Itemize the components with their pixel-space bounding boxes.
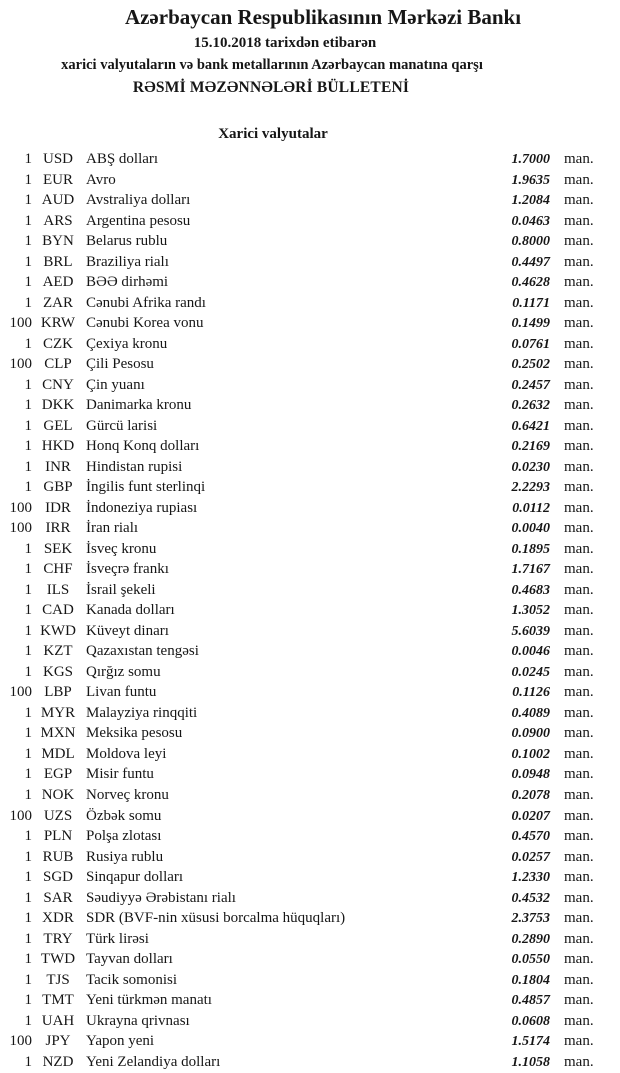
currency-code: GBP <box>43 479 73 496</box>
bank-title: Azərbaycan Respublikasının Mərkəzi Bankı <box>124 5 522 29</box>
quantity-value: 100 <box>9 807 32 824</box>
rate-value: 0.2078 <box>511 787 550 803</box>
currency-name: Yeni türkmən manatı <box>86 992 212 1009</box>
table-row <box>0 806 620 827</box>
rate-value: 1.2084 <box>511 193 550 209</box>
table-row <box>0 375 620 396</box>
table-row <box>0 149 620 170</box>
currency-code: MDL <box>41 745 75 762</box>
currency-code: INR <box>45 458 71 475</box>
quantity-value: 100 <box>9 315 32 332</box>
quantity-value: 1 <box>24 663 32 680</box>
currency-name: Braziliya rialı <box>86 253 169 270</box>
rate-value: 0.1126 <box>512 685 550 701</box>
unit-label: man. <box>564 376 594 393</box>
unit-label: man. <box>564 786 594 803</box>
quantity-value: 1 <box>24 458 32 475</box>
currency-code: PLN <box>43 828 73 845</box>
currency-name: Ukrayna qrivnası <box>86 1012 190 1029</box>
table-row <box>0 416 620 437</box>
currency-name: Yeni Zelandiya dolları <box>86 1053 221 1070</box>
quantity-value: 1 <box>24 951 32 968</box>
unit-label: man. <box>564 828 594 845</box>
currency-name: Argentina pesosu <box>86 212 191 229</box>
table-row <box>0 621 620 642</box>
quantity-value: 1 <box>24 438 32 455</box>
currency-code: TJS <box>46 971 70 988</box>
quantity-value: 1 <box>24 910 32 927</box>
table-row <box>0 949 620 970</box>
rate-value: 0.0040 <box>511 521 550 537</box>
currency-code: CNY <box>42 376 74 393</box>
currency-code: ARS <box>43 212 73 229</box>
rate-value: 1.7000 <box>511 152 550 167</box>
quantity-value: 1 <box>24 848 32 865</box>
table-row <box>0 847 620 868</box>
quantity-value: 1 <box>24 540 32 557</box>
unit-label: man. <box>564 725 594 742</box>
currency-code: MYR <box>40 704 76 721</box>
unit-label: man. <box>564 807 594 824</box>
table-row <box>0 539 620 560</box>
unit-label: man. <box>564 766 594 783</box>
currency-name: Gürcü larisi <box>86 417 158 434</box>
table-row <box>0 744 620 765</box>
rate-value: 0.1499 <box>511 316 550 332</box>
currency-name: Küveyt dinarı <box>86 622 169 639</box>
table-row <box>0 908 620 929</box>
currency-name: Tayvan dolları <box>86 951 173 968</box>
unit-label: man. <box>564 745 594 762</box>
unit-label: man. <box>564 971 594 988</box>
rate-value: 0.4570 <box>511 829 550 845</box>
currency-code: BRL <box>43 253 73 270</box>
subtitle-line: xarici valyutaların və bank metallarının Azərbaycan manatına qarşı <box>61 57 483 73</box>
unit-label: man. <box>564 397 594 414</box>
currency-code: TRY <box>43 930 73 947</box>
rate-value: 0.1804 <box>511 972 550 988</box>
table-row <box>0 436 620 457</box>
rate-value: 0.0463 <box>511 213 550 229</box>
unit-label: man. <box>564 171 594 188</box>
currency-code: CHF <box>43 561 73 578</box>
rate-value: 0.1895 <box>511 541 550 557</box>
unit-label: man. <box>564 869 594 886</box>
unit-label: man. <box>564 663 594 680</box>
unit-label: man. <box>564 274 594 291</box>
currency-name: Polşa zlotası <box>86 828 162 845</box>
rate-value: 0.0257 <box>511 849 550 865</box>
rate-value: 0.2457 <box>511 377 550 393</box>
table-row <box>0 395 620 416</box>
quantity-value: 100 <box>9 520 32 537</box>
currency-code: IDR <box>45 499 71 516</box>
rate-value: 0.4532 <box>511 890 550 906</box>
currency-name: Rusiya rublu <box>86 848 164 865</box>
currency-code: KWD <box>40 622 76 639</box>
rate-value: 0.8000 <box>511 234 550 250</box>
currency-name: İsveçrə frankı <box>86 561 169 578</box>
effective-date-line: 15.10.2018 tarixdən etibarən <box>193 35 377 51</box>
unit-label: man. <box>564 520 594 537</box>
table-row <box>0 723 620 744</box>
rate-value: 0.0608 <box>511 1013 550 1029</box>
quantity-value: 1 <box>24 602 32 619</box>
currency-name: Avstraliya dolları <box>86 192 191 209</box>
unit-label: man. <box>564 581 594 598</box>
unit-label: man. <box>564 151 594 167</box>
currency-code: AED <box>42 274 74 291</box>
table-row <box>0 600 620 621</box>
rate-value: 0.4628 <box>511 275 550 291</box>
currency-name: Qırğız somu <box>86 663 161 680</box>
currency-name: Çili Pesosu <box>86 356 154 373</box>
rate-value: 0.2632 <box>511 398 550 414</box>
rate-value: 1.7167 <box>511 562 550 578</box>
unit-label: man. <box>564 540 594 557</box>
currency-code: ILS <box>46 581 70 598</box>
unit-label: man. <box>564 212 594 229</box>
currency-code: SGD <box>42 869 73 886</box>
table-row <box>0 867 620 888</box>
rate-value: 0.0550 <box>511 952 550 968</box>
table-row <box>0 764 620 785</box>
unit-label: man. <box>564 1053 594 1070</box>
currency-code: GEL <box>43 417 73 434</box>
unit-label: man. <box>564 417 594 434</box>
table-row <box>0 1052 620 1073</box>
unit-label: man. <box>564 910 594 927</box>
currency-name: İran rialı <box>86 520 139 537</box>
table-row <box>0 457 620 478</box>
quantity-value: 1 <box>24 766 32 783</box>
currency-code: JPY <box>45 1033 71 1050</box>
currency-code: AUD <box>41 192 75 209</box>
unit-label: man. <box>564 356 594 373</box>
currency-code: CZK <box>43 335 73 352</box>
table-row <box>0 682 620 703</box>
rates-table <box>0 149 620 1072</box>
rate-value: 0.2502 <box>511 357 550 373</box>
currency-name: BƏƏ dirhəmi <box>86 274 169 291</box>
unit-label: man. <box>564 479 594 496</box>
currency-name: Kanada dolları <box>86 602 175 619</box>
currency-code: RUB <box>42 848 74 865</box>
unit-label: man. <box>564 622 594 639</box>
currency-code: NZD <box>42 1053 74 1070</box>
quantity-value: 1 <box>24 643 32 660</box>
table-row <box>0 498 620 519</box>
rate-value: 2.2293 <box>511 480 550 496</box>
table-row <box>0 990 620 1011</box>
currency-code: IRR <box>45 520 71 537</box>
currency-code: CAD <box>42 602 74 619</box>
unit-label: man. <box>564 684 594 701</box>
table-row <box>0 826 620 847</box>
table-row <box>0 190 620 211</box>
rate-value: 0.4857 <box>511 993 550 1009</box>
quantity-value: 1 <box>24 992 32 1009</box>
currency-name: Honq Konq dolları <box>86 438 200 455</box>
unit-label: man. <box>564 294 594 311</box>
currency-code: CLP <box>44 356 72 373</box>
rate-value: 1.5174 <box>511 1034 550 1050</box>
currency-code: SEK <box>43 540 73 557</box>
currency-name: Çexiya kronu <box>86 335 168 352</box>
currency-code: UAH <box>41 1012 75 1029</box>
currency-code: TWD <box>40 951 76 968</box>
currency-name: İndoneziya rupiası <box>86 499 198 516</box>
currency-code: KGS <box>42 663 73 680</box>
currency-name: Livan funtu <box>86 684 157 701</box>
currency-code: USD <box>42 151 73 167</box>
currency-code: KZT <box>43 643 73 660</box>
unit-label: man. <box>564 889 594 906</box>
rate-value: 0.0900 <box>511 726 550 742</box>
table-row <box>0 929 620 950</box>
table-row <box>0 970 620 991</box>
currency-name: Yapon yeni <box>86 1033 155 1050</box>
table-row <box>0 518 620 539</box>
unit-label: man. <box>564 315 594 332</box>
rate-value: 0.1171 <box>512 295 550 311</box>
rate-value: 0.2169 <box>511 439 550 455</box>
table-row <box>0 703 620 724</box>
quantity-value: 1 <box>24 274 32 291</box>
unit-label: man. <box>564 602 594 619</box>
rate-value: 0.1002 <box>511 746 550 762</box>
rate-value: 0.0230 <box>511 459 550 475</box>
rate-value: 0.0112 <box>512 500 550 516</box>
quantity-value: 1 <box>24 233 32 250</box>
currency-code: XDR <box>42 910 74 927</box>
quantity-value: 100 <box>9 499 32 516</box>
rate-value: 0.4089 <box>511 705 550 721</box>
currency-name: Özbək somu <box>86 807 162 824</box>
currency-code: MXN <box>40 725 76 742</box>
table-row <box>0 580 620 601</box>
quantity-value: 1 <box>24 294 32 311</box>
currency-code: HKD <box>41 438 75 455</box>
currency-name: Səudiyyə Ərəbistanı rialı <box>86 889 236 906</box>
currency-name: Qazaxıstan tengəsi <box>86 643 199 660</box>
table-row <box>0 272 620 293</box>
unit-label: man. <box>564 930 594 947</box>
currency-name: Moldova leyi <box>86 745 167 762</box>
rate-value: 2.3753 <box>511 911 550 927</box>
unit-label: man. <box>564 704 594 721</box>
unit-label: man. <box>564 458 594 475</box>
currency-name: Cənubi Korea vonu <box>86 315 204 332</box>
currency-name: Avro <box>86 171 116 188</box>
quantity-value: 1 <box>24 479 32 496</box>
currency-code: BYN <box>42 233 74 250</box>
quantity-value: 1 <box>24 397 32 414</box>
table-row <box>0 354 620 375</box>
currency-name: Tacik somonisi <box>86 971 178 988</box>
quantity-value: 1 <box>24 786 32 803</box>
quantity-value: 1 <box>24 192 32 209</box>
quantity-value: 1 <box>24 335 32 352</box>
rate-value: 5.6039 <box>511 623 550 639</box>
currency-code: NOK <box>41 786 75 803</box>
table-row <box>0 334 620 355</box>
currency-code: SAR <box>43 889 73 906</box>
unit-label: man. <box>564 992 594 1009</box>
currency-code: TMT <box>42 992 74 1009</box>
table-row <box>0 252 620 273</box>
quantity-value: 1 <box>24 1012 32 1029</box>
rate-value: 0.4497 <box>511 254 550 270</box>
unit-label: man. <box>564 499 594 516</box>
rate-value: 0.4683 <box>511 582 550 598</box>
currency-name: Hindistan rupisi <box>86 458 183 475</box>
table-row <box>0 477 620 498</box>
unit-label: man. <box>564 233 594 250</box>
currency-code: EGP <box>43 766 73 783</box>
unit-label: man. <box>564 253 594 270</box>
currency-name: Danimarka kronu <box>86 397 192 414</box>
currency-name: İsveç kronu <box>86 540 157 557</box>
unit-label: man. <box>564 848 594 865</box>
quantity-value: 1 <box>24 745 32 762</box>
currency-name: ABŞ dolları <box>86 151 159 167</box>
table-row <box>0 313 620 334</box>
quantity-value: 1 <box>24 725 32 742</box>
quantity-value: 1 <box>24 971 32 988</box>
currency-name: İsrail şekeli <box>86 581 156 598</box>
quantity-value: 1 <box>24 622 32 639</box>
unit-label: man. <box>564 643 594 660</box>
unit-label: man. <box>564 335 594 352</box>
rate-value: 0.0948 <box>511 767 550 783</box>
quantity-value: 1 <box>24 561 32 578</box>
currency-name: Meksika pesosu <box>86 725 183 742</box>
rate-value: 1.2330 <box>511 870 550 886</box>
rate-value: 1.1058 <box>511 1054 550 1070</box>
quantity-value: 100 <box>9 1033 32 1050</box>
currency-name: Misir funtu <box>86 766 154 783</box>
unit-label: man. <box>564 951 594 968</box>
currency-code: EUR <box>43 171 73 188</box>
rate-value: 0.0761 <box>511 336 550 352</box>
unit-label: man. <box>564 1012 594 1029</box>
currency-code: ZAR <box>43 294 73 311</box>
quantity-value: 100 <box>9 356 32 373</box>
table-row <box>0 559 620 580</box>
quantity-value: 1 <box>24 889 32 906</box>
currency-code: KRW <box>40 315 76 332</box>
unit-label: man. <box>564 1033 594 1050</box>
rate-value: 0.6421 <box>511 418 550 434</box>
currency-code: DKK <box>41 397 75 414</box>
table-row <box>0 1011 620 1032</box>
rate-value: 0.0207 <box>511 808 550 824</box>
currency-name: Malayziya rinqqiti <box>86 704 198 721</box>
table-row <box>0 170 620 191</box>
unit-label: man. <box>564 438 594 455</box>
quantity-value: 1 <box>24 581 32 598</box>
quantity-value: 1 <box>24 417 32 434</box>
currency-name: Çin yuanı <box>86 376 145 393</box>
quantity-value: 1 <box>24 376 32 393</box>
table-row <box>0 293 620 314</box>
quantity-value: 1 <box>24 828 32 845</box>
currency-name: Belarus rublu <box>86 233 168 250</box>
table-row <box>0 1031 620 1052</box>
unit-label: man. <box>564 192 594 209</box>
table-row <box>0 785 620 806</box>
table-row <box>0 641 620 662</box>
table-row <box>0 888 620 909</box>
rate-value: 0.0245 <box>511 664 550 680</box>
currency-code: UZS <box>43 807 73 824</box>
section-title-foreign-currencies: Xarici valyutalar <box>218 126 328 142</box>
quantity-value: 1 <box>24 1053 32 1070</box>
currency-name: Norveç kronu <box>86 786 169 803</box>
table-row <box>0 211 620 232</box>
rate-value: 0.2890 <box>511 931 550 947</box>
quantity-value: 1 <box>24 930 32 947</box>
unit-label: man. <box>564 561 594 578</box>
table-row <box>0 231 620 252</box>
rate-value: 0.0046 <box>511 644 550 660</box>
currency-name: SDR (BVF-nin xüsusi borcalma hüquqları) <box>86 910 346 927</box>
currency-code: LBP <box>44 684 72 701</box>
quantity-value: 1 <box>24 212 32 229</box>
currency-name: Türk lirəsi <box>86 930 149 947</box>
quantity-value: 1 <box>24 171 32 188</box>
rate-value: 1.3052 <box>511 603 550 619</box>
quantity-value: 100 <box>9 684 32 701</box>
quantity-value: 1 <box>24 869 32 886</box>
table-row <box>0 662 620 683</box>
rate-value: 1.9635 <box>511 172 550 188</box>
currency-name: İngilis funt sterlinqi <box>86 479 206 496</box>
bulletin-title: RƏSMİ MƏZƏNNƏLƏRİ BÜLLETENİ <box>132 79 410 96</box>
currency-name: Sinqapur dolları <box>86 869 184 886</box>
quantity-value: 1 <box>24 151 32 167</box>
quantity-value: 1 <box>24 704 32 721</box>
currency-name: Cənubi Afrika randı <box>86 294 206 311</box>
quantity-value: 1 <box>24 253 32 270</box>
